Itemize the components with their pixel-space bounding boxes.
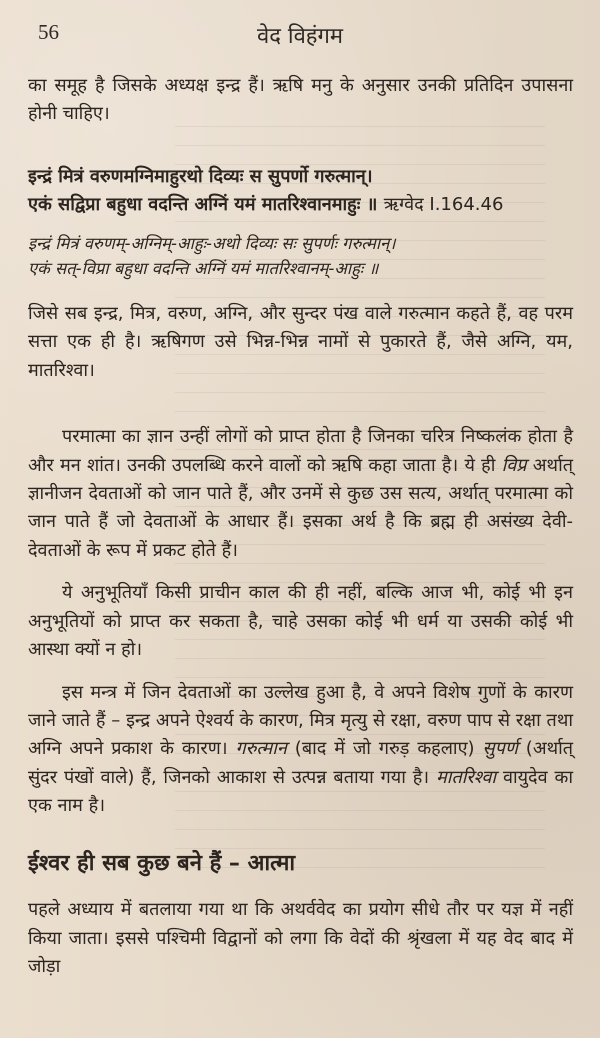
paragraph-3-part-3: (अर्थात् सुंदर पंखों वाले) हैं, जिनको आकाश से उत्पन्न बताया गया है। xyxy=(28,738,574,788)
paragraph-3-part-2: (बाद में जो गरुड़ कहलाए) xyxy=(286,738,483,760)
final-paragraph: पहले अध्याय में बतलाया गया था कि अथर्ववेद का प्रयोग सीधे तौर पर यज्ञ में नहीं किया जाता। इससे पश्चिमी विद्वानों को लगा कि वेदों की श्रृंखला में यह वेद बाद में जोड़ा xyxy=(28,899,573,978)
paragraph-3-part-4: वायुदेव का एक नाम है। xyxy=(28,766,574,817)
verse-split-block xyxy=(28,231,573,282)
paragraph-1 xyxy=(28,423,573,565)
section-heading: ईश्वर ही सब कुछ बने हैं – आत्मा xyxy=(28,850,296,876)
paragraph-3-italic-3: मातरिश्वा xyxy=(436,766,497,788)
page-header xyxy=(0,20,600,50)
verse-reference: ऋग्वेद I.164.46 xyxy=(383,193,504,215)
verse-line-2 xyxy=(28,191,573,219)
translation-paragraph: जिसे सब इन्द्र, मित्र, वरुण, अग्नि, और सुन्दर पंख वाले गरुत्मान कहते हैं, वह परम सत्ता एक ही है। ऋषिगण उसे भिन्न-भिन्न नामों से पुकारते हैं, जैसे अग्नि, यम, मातरिश्वा। xyxy=(28,302,573,381)
verse-split-line-2: एकं सत्-विप्रा बहुधा वदन्ति अग्निं यमं मातरिश्वानम्-आहुः ॥ xyxy=(28,259,379,279)
paragraph-3-italic-2: सुपर्ण xyxy=(482,738,518,760)
page-content xyxy=(28,72,573,982)
paragraph-3-italic-1: गरुत्मान xyxy=(235,738,287,760)
verse-line-2-text: एकं सद्विप्रा बहुधा वदन्ति अग्निं यमं मातरिश्वानमाहुः ॥ xyxy=(28,193,378,215)
paragraph-1-part-1: परमात्मा का ज्ञान उन्हीं लोगों को प्राप्त होता है जिनका चरित्र निष्कलंक होता है और मन शांत। उनकी उपलब्धि करने वालों को ऋषि कहा जाता है। ये ही xyxy=(28,426,573,476)
page-number: 56 xyxy=(38,20,59,44)
paragraph-1-italic-1: विप्र xyxy=(501,454,527,476)
running-title: वेद विहंगम xyxy=(256,24,344,49)
paragraph-2: ये अनुभूतियाँ किसी प्राचीन काल की ही नहीं, बल्कि आज भी, कोई भी इन अनुभूतियों को प्राप्त कर सकता है, चाहे उसका कोई भी धर्म या उसकी कोई भी आस्था क्यों न हो। xyxy=(28,582,573,661)
verse-block xyxy=(28,163,573,219)
paragraph-3-part-1: इस मन्त्र में जिन देवताओं का उल्लेख हुआ है, वे अपने विशेष गुणों के कारण जाने जाते हैं – इन्द्र अपने ऐश्वर्य के कारण, मित्र मृत्यु से रक्षा, वरुण पाप से रक्षा तथा अग्नि अपने प्रकाश के कारण। xyxy=(28,681,573,760)
verse-line-1: इन्द्रं मित्रं वरुणमग्निमाहुरथो दिव्यः स सुपर्णो गरुत्मान्। xyxy=(28,165,373,187)
verse-split-line-1: इन्द्रं मित्रं वरुणम्-अग्निम्-आहुः-अथो दिव्यः सः सुपर्णः गरुत्मान्। xyxy=(28,233,396,253)
paragraph-3 xyxy=(28,679,573,821)
intro-paragraph: का समूह है जिसके अध्यक्ष इन्द्र हैं। ऋषि मनु के अनुसार उनकी प्रतिदिन उपासना होनी चाहिए। xyxy=(28,75,573,125)
paragraph-1-part-2: अर्थात् ज्ञानीजन देवताओं को जान पाते हैं, और उनमें से कुछ उस सत्य, अर्थात् परमात्मा को जान पाते हैं जो देवताओं के आधार हैं। इसका अर्थ है कि ब्रह्म ही असंख्य देवी-देवताओं के रूप में प्रकट होते हैं। xyxy=(28,454,573,561)
